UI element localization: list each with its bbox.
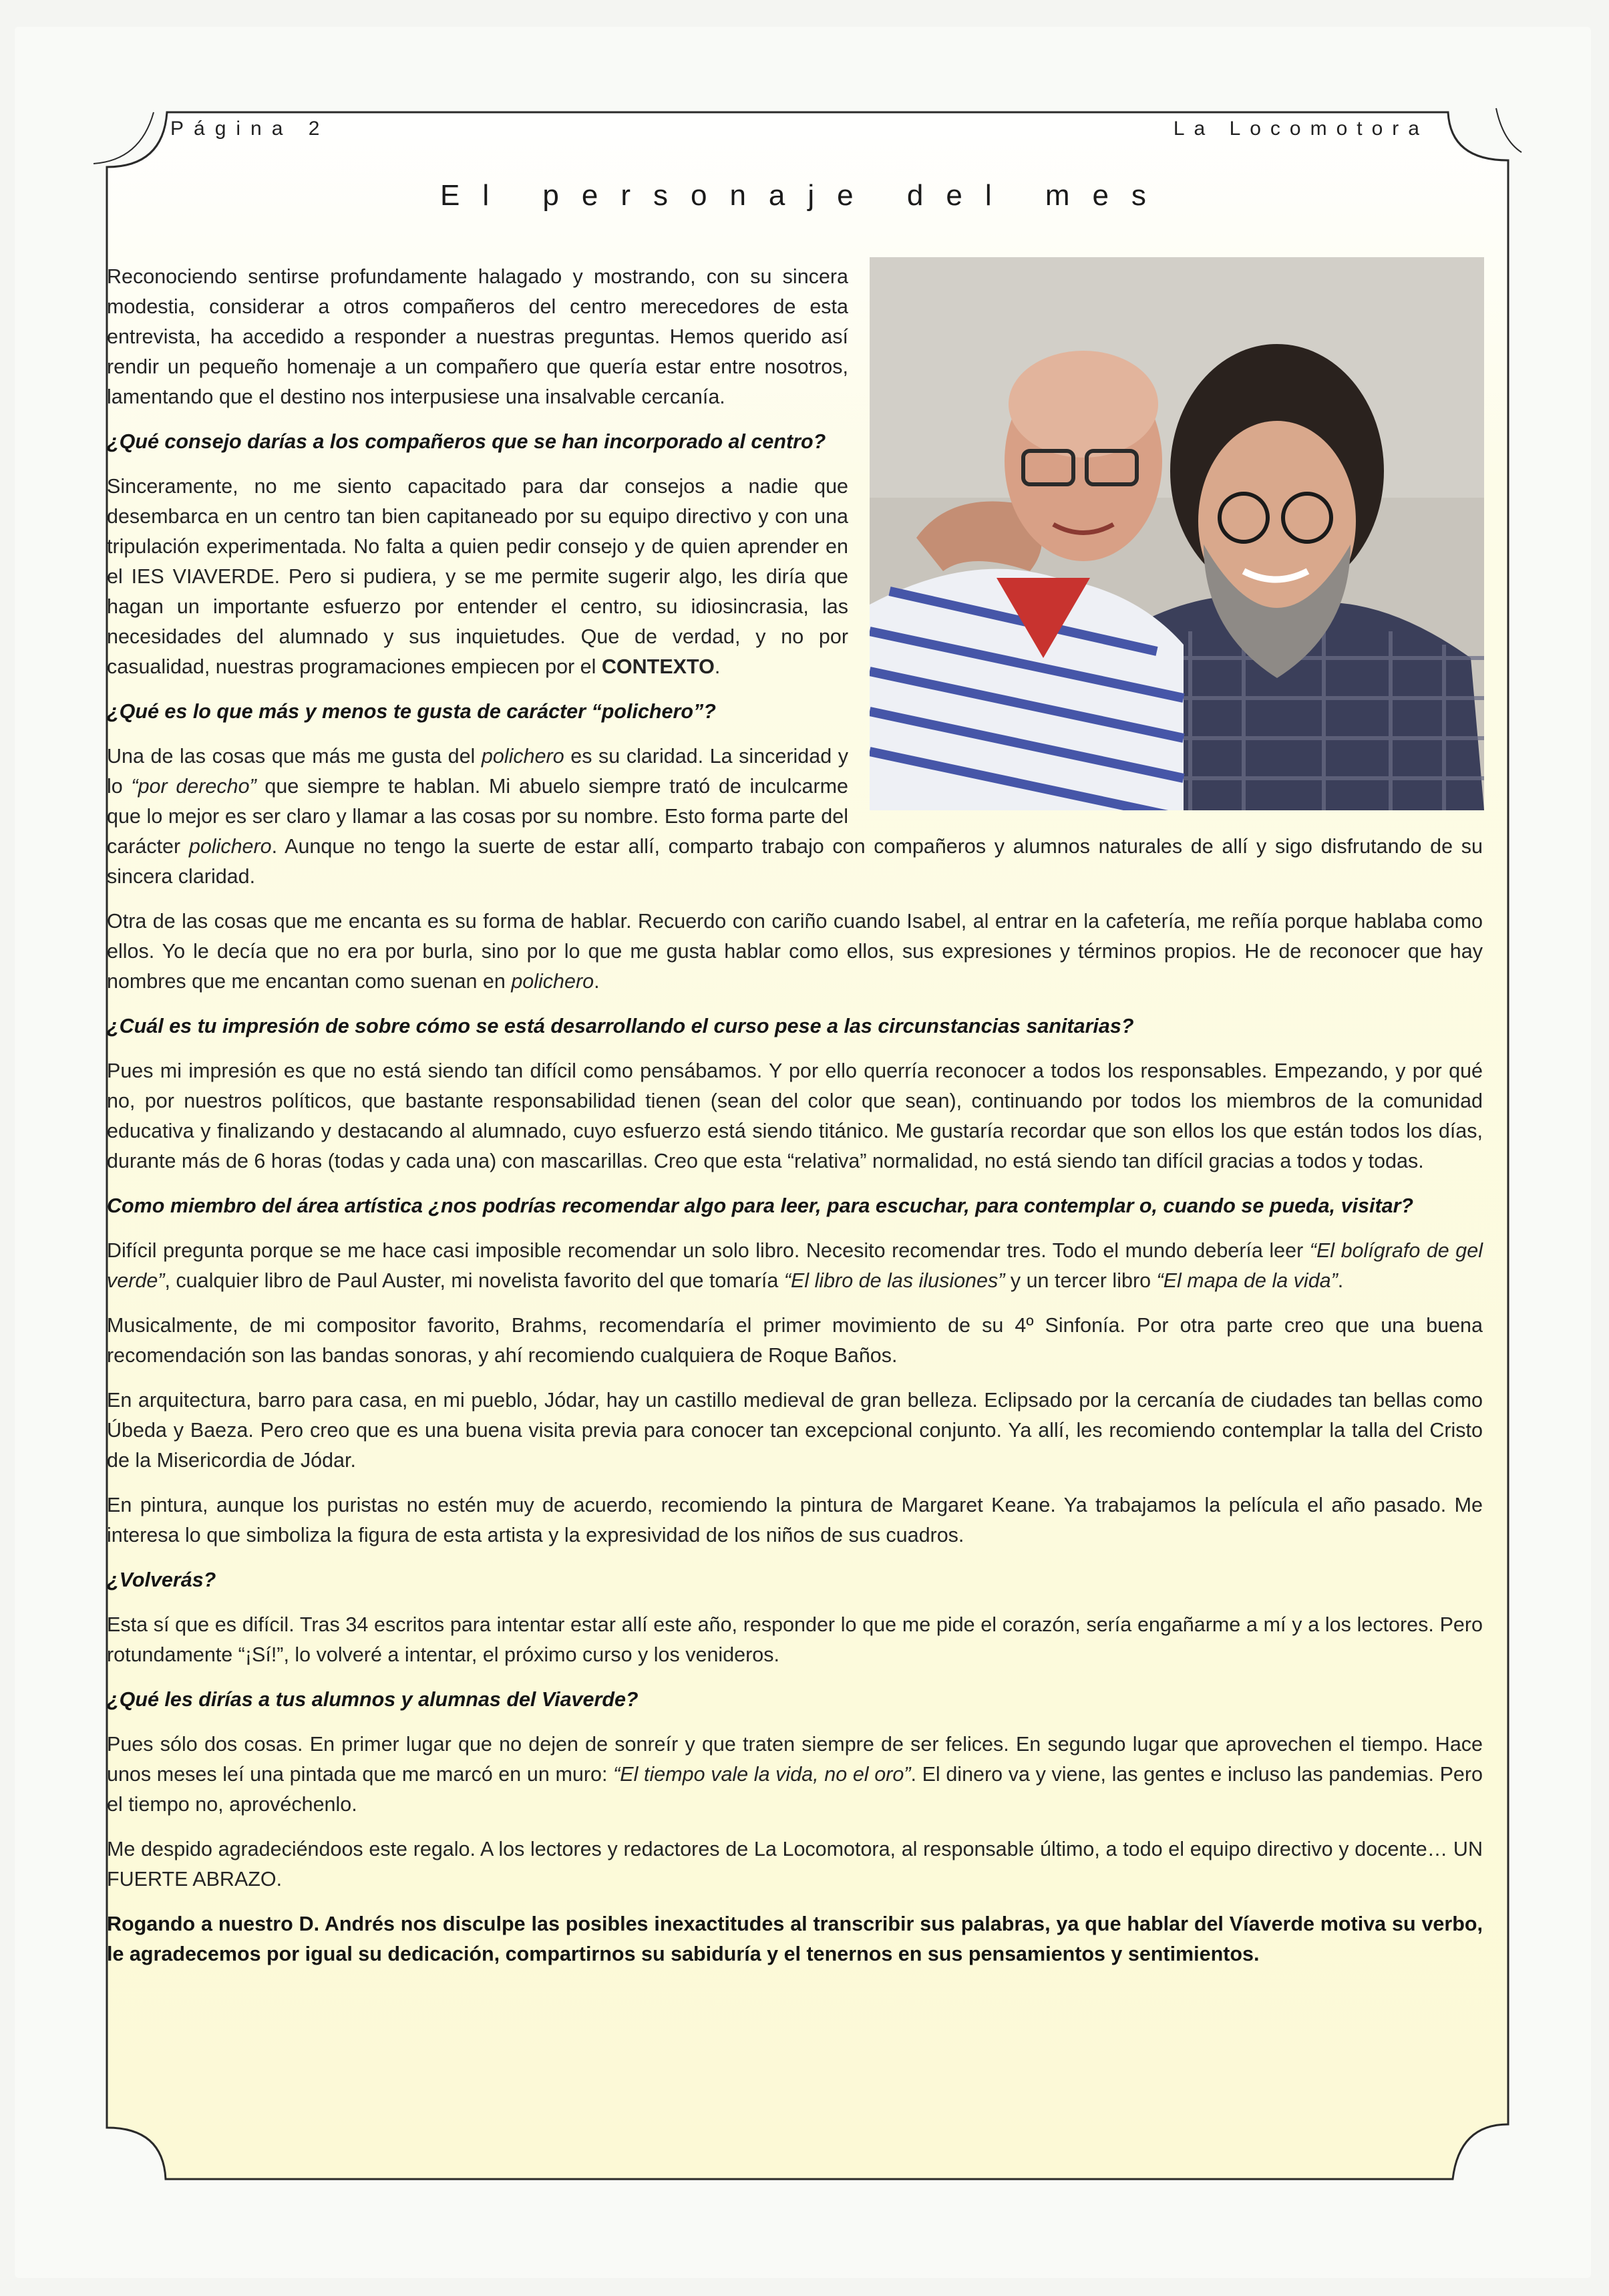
page-number: Página 2 (170, 118, 330, 140)
article-body (107, 262, 1483, 1984)
question-6: ¿Qué les dirías a tus alumnos y alumnas del Viaverde? (107, 1688, 639, 1711)
answer-4-text-c: y un tercer libro (1005, 1269, 1157, 1292)
answer-4-paragraph-3: En arquitectura, barro para casa, en mi pueblo, Jódar, hay un castillo medieval de gran belleza. Eclipsado por la cercanía de ciudades tan bellas como Úbeda y Baeza. Pero creo que es una buena visita previa para conocer tan excepcional conjunto. Ya allí, les recomiendo contemplar la talla del Cristo de la Misericordia de Jódar. (107, 1389, 1483, 1472)
answer-4-em-b: “El libro de las ilusiones” (783, 1269, 1005, 1292)
answer-4-paragraph-4: En pintura, aunque los puristas no estén muy de acuerdo, recomiendo la pintura de Margaret Keane. Ya trabajamos la película el año pasado. Me interesa lo que simboliza la figura de esta artista y la expresividad de los niños de sus cuadros. (107, 1494, 1483, 1546)
question-3: ¿Cuál es tu impresión de sobre cómo se está desarrollando el curso pese a las circunstancias sanitarias? (107, 1015, 1134, 1037)
answer-2-text-d: . Aunque no tengo la suerte de estar allí, comparto trabajo con compañeros y alumnos naturales de allí y sigo disfrutando de su sincera claridad. (107, 835, 1483, 888)
answer-4-text-d: . (1337, 1269, 1344, 1292)
answer-1-text: Sinceramente, no me siento capacitado para dar consejos a nadie que desembarca en un centro tan bien capitaneado por su equipo directivo y con una tripulación experimentada. No falta a quien pedir consejo y de quien aprender en el IES VIAVERDE. Pero si pudiera, y se me permite sugerir algo, les diría que hagan un importante esfuerzo por entender el centro, su idiosincrasia, las necesidades del alumnado y sus inquietudes. Que de verdad, y no por casualidad, nuestras programaciones empiecen por el (107, 475, 848, 678)
answer-4-text-b: , cualquier libro de Paul Auster, mi novelista favorito del que tomaría (164, 1269, 784, 1292)
answer-1-end: . (714, 655, 721, 678)
answer-2-p2-em: polichero (511, 970, 594, 993)
section-title: El personaje del mes (440, 179, 1169, 212)
question-4: Como miembro del área artística ¿nos podrías recomendar algo para leer, para escuchar, para contemplar o, cuando se pueda, visitar? (107, 1194, 1414, 1217)
answer-2-text-c: que siempre te hablan. Mi abuelo siempre trató de inculcarme que lo mejor es ser claro y llamar a las cosas por su nombre. Esto forma parte del carácter (107, 775, 848, 858)
answer-2-text-a: Una de las cosas que más me gusta del (107, 745, 482, 768)
answer-6-paragraph-2: Me despido agradeciéndoos este regalo. A los lectores y redactores de La Locomotora, al responsable último, a todo el equipo directivo y docente… UN FUERTE ABRAZO. (107, 1838, 1483, 1891)
question-5: ¿Volverás? (107, 1569, 216, 1591)
answer-1-context: CONTEXTO (601, 655, 715, 678)
closing-paragraph: Rogando a nuestro D. Andrés nos disculpe las posibles inexactitudes al transcribir sus palabras, ya que hablar del Víaverde motiva su verbo, le agradecemos por igual su dedicación, compartirnos su sabiduría y el tenernos en sus pensamientos y sentimientos. (107, 1913, 1483, 1965)
answer-6-em: “El tiempo vale la vida, no el oro” (613, 1763, 911, 1786)
publication-name: La Locomotora (1173, 118, 1429, 140)
photo-spacer (848, 262, 1483, 816)
answer-2-p2-text-b: . (594, 970, 600, 993)
answer-5: Esta sí que es difícil. Tras 34 escritos para intentar estar allí este año, responder lo que me pide el corazón, sería engañarme a mí y a los lectores. Pero rotundamente “¡Sí!”, lo volveré a intentar, el próximo curso y los venideros. (107, 1613, 1483, 1666)
answer-4-paragraph-1 (107, 1236, 1483, 1296)
answer-2-paragraph-2 (107, 907, 1483, 997)
intro-paragraph: Reconociendo sentirse profundamente halagado y mostrando, con su sincera modestia, considerar a otros compañeros del centro merecedores de esta entrevista, ha accedido a responder a nuestras preguntas. Hemos querido así rendir un pequeño homenaje a un compañero que quería estar entre nosotros, lamentando que el destino nos interpusiese una insalvable cercanía. (107, 265, 848, 408)
answer-2-em-c: polichero (188, 835, 272, 858)
answer-2-em-a: polichero (481, 745, 564, 768)
answer-4-em-c: “El mapa de la vida” (1156, 1269, 1338, 1292)
answer-4-text-a: Difícil pregunta porque se me hace casi imposible recomendar un solo libro. Necesito recomendar tres. Todo el mundo debería leer (107, 1239, 1310, 1262)
answer-2-em-b: “por derecho” (131, 775, 256, 798)
question-1: ¿Qué consejo darías a los compañeros que se han incorporado al centro? (107, 430, 826, 453)
answer-6-text-b: . El dinero va y viene, las gentes e incluso las pandemias. Pero el tiempo no, aprovéchenlo. (107, 1763, 1483, 1816)
answer-4-em-a: “El bolígrafo de gel verde” (107, 1239, 1483, 1292)
answer-4-paragraph-2: Musicalmente, de mi compositor favorito, Brahms, recomendaría el primer movimiento de su 4º Sinfonía. Por otra parte creo que una buena recomendación son las bandas sonoras, y ahí recomiendo cualquiera de Roque Baños. (107, 1314, 1483, 1367)
answer-6-paragraph-1 (107, 1730, 1483, 1820)
answer-2-p2-text-a: Otra de las cosas que me encanta es su forma de hablar. Recuerdo con cariño cuando Isabel, al entrar en la cafetería, me reñía porque hablaba como ellos. Yo le decía que no era por burla, sino por lo que me gusta hablar como ellos, sus expresiones y términos propios. He de reconocer que hay nombres que me encantan como suenan en (107, 910, 1483, 993)
answer-2-text-b: es su claridad. La sinceridad y lo (107, 745, 849, 798)
answer-3: Pues mi impresión es que no está siendo tan difícil como pensábamos. Y por ello querría reconocer a todos los responsables. Empezando, y por qué no, por nuestros políticos, que bastante responsabilidad tienen (sean del color que sean), continuando por todos los miembros de la comunidad educativa y finalizando y destacando al alumnado, cuyo esfuerzo está siendo titánico. Me gustaría recordar que son ellos los que están todos los días, durante más de 6 horas (todas y cada una) con mascarillas. Creo que esta “relativa” normalidad, no está siendo tan difícil gracias a todos y todas. (107, 1059, 1483, 1172)
answer-6-text-a: Pues sólo dos cosas. En primer lugar que no dejen de sonreír y que traten siempre de ser felices. En segundo lugar que aprovechen el tiempo. Hace unos meses leí una pintada que me marcó en un muro: (107, 1733, 1483, 1786)
question-2: ¿Qué es lo que más y menos te gusta de carácter “polichero”? (107, 700, 716, 723)
